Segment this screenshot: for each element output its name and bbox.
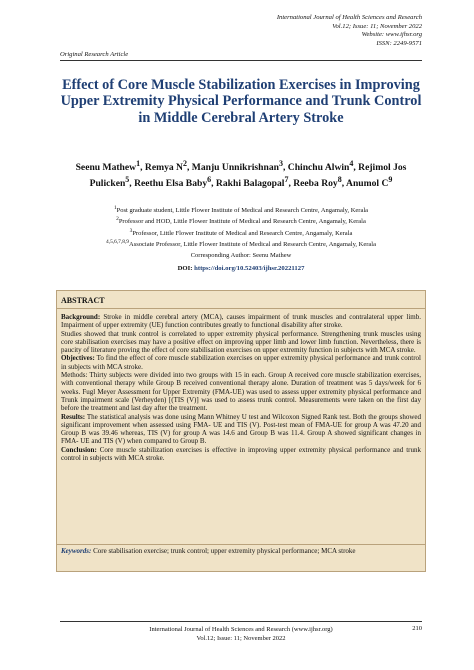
abstract-methods: Methods: Thirty subjects were divided into two groups with 15 in each. Group A received core muscle stabilization exercises, with conventional therapy while Group B received conventional therapy alone. Duration of treatment was 5 days/week for 6 weeks. Fugl Meyer Assessment for Upper Extremity (FMA-UE) was used to assess upper extremity physical performance and Trunk impairment scale (Verheyden) [(TIS (V)] was used to assess trunk control. Measurements were taken on the first day before the treatment and last day after the treatment. xyxy=(61,371,421,413)
doi-line xyxy=(60,265,422,272)
abstract-background: Background: Stroke in middle cerebral artery (MCA), causes impairment of trunk muscles and contralateral upper limb. Impairment of upper extremity (UE) function contributes greatly to functional disability after stroke. xyxy=(61,313,421,330)
author: Rejimol Jos Pulicken$^5$ xyxy=(89,162,407,189)
article-type: Original Research Article xyxy=(60,51,129,58)
page-footer xyxy=(60,625,422,643)
journal-issn: ISSN: 2249-9571 xyxy=(376,39,422,47)
affiliation-list xyxy=(60,204,422,249)
affiliation: $^3$Professor, Little Flower Institute of Medical and Research Centre, Angamaly, Kerala xyxy=(129,227,353,237)
journal-volume: Vol.12; Issue: 11; November 2022 xyxy=(332,22,422,30)
author: Reethu Elsa Baby$^6$ xyxy=(134,174,212,189)
abstract-conclusion: Conclusion: Core muscle stabilization exercises is effective in improving upper extremity physical performance and trunk control in subjects with MCA stroke. xyxy=(61,445,421,463)
author: Manju Unnikrishnan$^3$ xyxy=(191,159,283,174)
journal-website: Website: www.ijhsr.org xyxy=(361,31,422,39)
abstract-body xyxy=(61,313,421,462)
footer-journal: International Journal of Health Sciences and Research (www.ijhsr.org) xyxy=(149,626,333,633)
abstract-studies: Studies showed that trunk control is correlated to upper extremity physical performance. Strengthening trunk muscles using core stabilisation exercises may have a positive effect on improving upper limb and lower limb function. Nevertheless, there is paucity of literature proving the effect of core stabilisation exercises on upper extremity function in subjects with MCA stroke. xyxy=(61,329,421,355)
author-list: Seenu Mathew$^1$, Remya $N^2$, Manju Unnikrishnan$^3$, Chinchu Alwin$^4$, Rejimol Jos Pulicken$^5$, Reethu Elsa Baby$^6$, Rakhi Balagopal$^7$, Reeba Roy$^8$, Anumol $C^9$ xyxy=(75,159,407,189)
affiliation: $^1$Post graduate student, Little Flower Institute of Medical and Research Centre, Angamaly, Kerala xyxy=(113,205,369,215)
keywords-text: Core stabilisation exercise; trunk control; upper extremity physical performance; MCA stroke xyxy=(91,547,356,555)
abstract-results: Results: The statistical analysis was done using Mann Whitney U test and Wilcoxon Signed Rank test. Both the groups showed significant improvement when assessed using FMA- UE and TIS (V). Post-test mean of FMA-UE for group A was 47.20 and Group B was 39.46 whereas, TIS (V) for group A was 14.6 and Group B was 11.4. Group A showed significant changes in FMA- UE and TIS (V) when compared to Group B. xyxy=(61,412,421,446)
author: Reeba Roy$^8$ xyxy=(293,174,342,189)
journal-header xyxy=(122,14,422,48)
affiliation: $^2$Professor and HOD, Little Flower Institute of Medical and Research Centre, Angamaly, Kerala xyxy=(116,216,366,226)
author: Anumol $C^9$ xyxy=(346,174,393,189)
abstract-heading: ABSTRACT xyxy=(61,296,105,305)
keywords-divider xyxy=(57,544,425,545)
doi-link[interactable]: https://doi.org/10.52403/ijhsr.20221127 xyxy=(194,265,305,272)
footer-divider xyxy=(60,621,422,622)
header-divider xyxy=(60,60,422,61)
paper-title: Effect of Core Muscle Stabilization Exercises in Improving Upper Extremity Physical Performance and Trunk Control in Middle Cerebral Artery Stroke xyxy=(60,77,422,126)
footer-volume: Vol.12; Issue: 11; November 2022 xyxy=(196,635,286,642)
abstract-box xyxy=(56,290,426,572)
author: Rakhi Balagopal$^7$ xyxy=(215,174,289,189)
page-number: 210 xyxy=(412,625,422,632)
affiliation: $^{4,5,6,7,8,9}$Associate Professor, Little Flower Institute of Medical and Research Centre, Angamaly, Kerala xyxy=(106,239,376,249)
author: Chinchu Alwin$^4$ xyxy=(287,159,354,174)
keywords-label: Keywords: xyxy=(61,547,92,555)
author: Remya $N^2$ xyxy=(144,159,187,174)
abstract-objectives: Objectives: To find the effect of core muscle stabilization exercises on upper extremity physical performance and trunk control in subjects with MCA stroke. xyxy=(61,354,421,371)
journal-name: International Journal of Health Sciences and Research xyxy=(276,14,422,21)
doi-label: DOI: xyxy=(177,265,193,272)
abstract-divider xyxy=(57,308,425,309)
corresponding-author: Corresponding Author: Seenu Mathew xyxy=(190,252,292,259)
author: Seenu Mathew$^1$ xyxy=(75,159,141,174)
keywords xyxy=(61,547,421,555)
